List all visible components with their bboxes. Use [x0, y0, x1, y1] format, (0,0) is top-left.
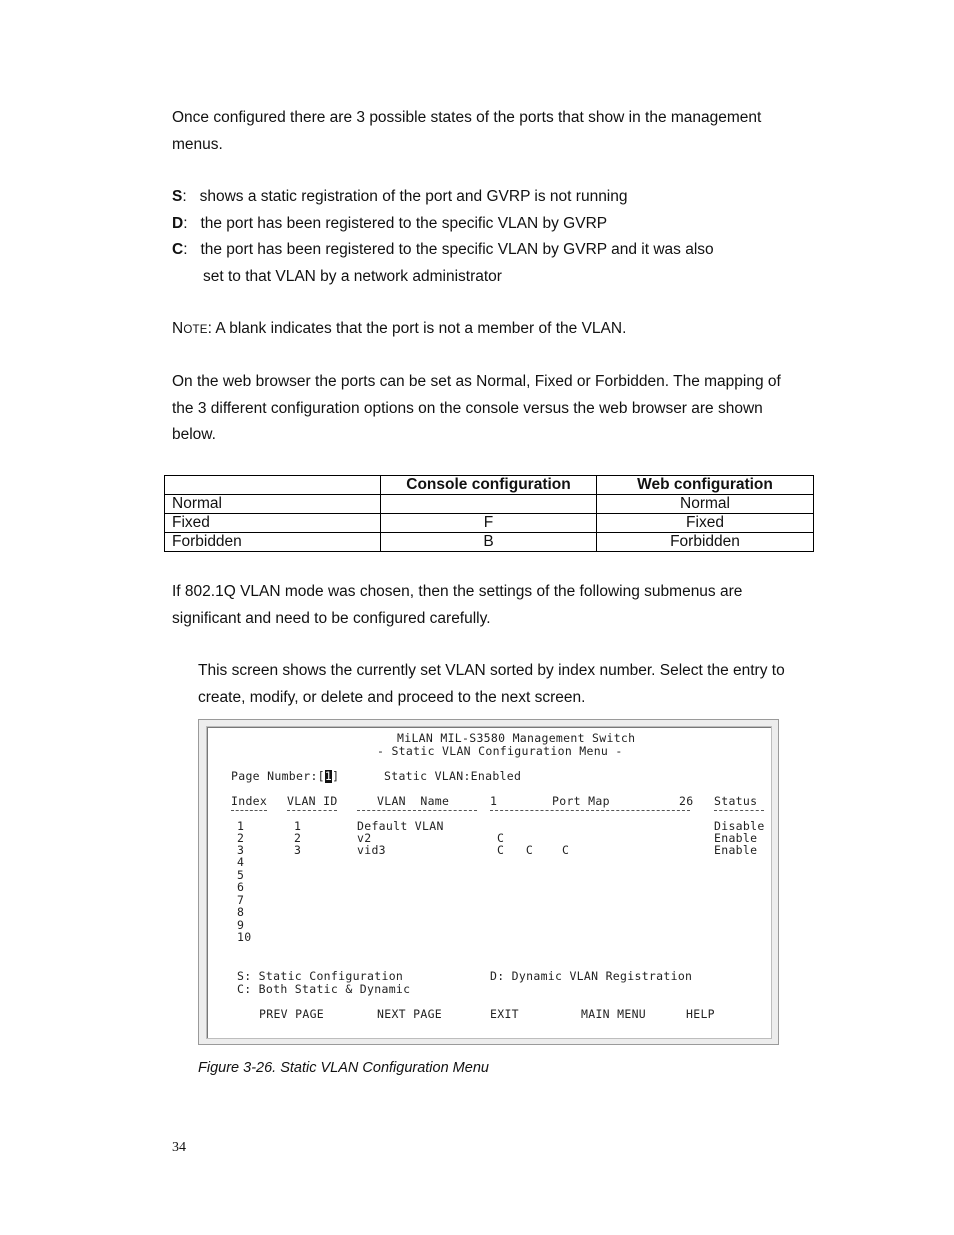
- header-underline: [490, 810, 690, 811]
- table-cell: Fixed: [165, 514, 381, 533]
- header-underline: [714, 810, 764, 811]
- vlan-id: 1: [294, 819, 302, 833]
- state-desc: the port has been registered to the specific VLAN by GVRP and it was also: [200, 241, 714, 258]
- table-header-row: [165, 476, 814, 495]
- state-s: S: shows a static registration of the port and GVRP is not running: [172, 188, 628, 205]
- static-vlan-status: Static VLAN:Enabled: [384, 769, 522, 783]
- mapping-table: [164, 475, 814, 552]
- table-row: [165, 514, 814, 533]
- vlan-port-map: C: [497, 831, 505, 845]
- main-menu-button[interactable]: MAIN MENU: [581, 1007, 647, 1021]
- col-header-port-map: Port Map: [552, 794, 610, 808]
- vlan-index[interactable]: 2: [237, 831, 245, 845]
- vlan-status: Enable: [714, 831, 758, 845]
- state-key: S: [172, 188, 183, 205]
- state-desc: the port has been registered to the specific VLAN by GVRP: [200, 215, 608, 232]
- header-underline: [231, 810, 267, 811]
- state-d: D: the port has been registered to the specific VLAN by GVRP: [172, 215, 608, 232]
- vlan-index[interactable]: 4: [237, 855, 245, 869]
- header-underline: [357, 810, 477, 811]
- legend-dynamic: D: Dynamic VLAN Registration: [490, 969, 693, 983]
- state-key: D: [172, 215, 184, 232]
- vlan-index[interactable]: 6: [237, 880, 245, 894]
- col-header-port-start: 1: [490, 794, 498, 808]
- console-title: MiLAN MIL-S3580 Management Switch: [397, 731, 636, 745]
- figure-caption: Figure 3-26. Static VLAN Configuration Menu: [198, 1060, 489, 1076]
- console-screenshot: [198, 719, 779, 1045]
- table-cell: [381, 495, 597, 514]
- vlan-index[interactable]: 8: [237, 905, 245, 919]
- vlan-index[interactable]: 10: [237, 930, 252, 944]
- col-header-status: Status: [714, 794, 758, 808]
- exit-button[interactable]: EXIT: [490, 1007, 519, 1021]
- console-subtitle: - Static VLAN Configuration Menu -: [377, 744, 623, 758]
- table-header: [165, 476, 381, 495]
- table-row: [165, 533, 814, 552]
- vlan-port-map: C C C: [497, 843, 570, 857]
- state-c: C: the port has been registered to the specific VLAN by GVRP and it was also: [172, 241, 714, 258]
- state-c-continued: [203, 264, 502, 291]
- vlan-status: Enable: [714, 843, 758, 857]
- col-header-index: Index: [231, 794, 268, 808]
- table-header: Web configuration: [597, 476, 814, 495]
- table-cell: F: [381, 514, 597, 533]
- note-text: : A blank indicates that the port is not a member of the VLAN.: [207, 320, 627, 337]
- table-cell: Forbidden: [597, 533, 814, 552]
- intro-paragraph: Once configured there are 3 possible states of the ports that show in the management menus.: [172, 109, 762, 153]
- note-label: NOTE: [172, 320, 208, 337]
- vlan-index[interactable]: 3: [237, 843, 245, 857]
- vlan-index[interactable]: 9: [237, 918, 245, 932]
- legend-both: C: Both Static & Dynamic: [237, 982, 411, 996]
- col-header-port-end: 26: [679, 794, 694, 808]
- table-header: Console configuration: [381, 476, 597, 495]
- state-desc: shows a static registration of the port and GVRP is not running: [199, 188, 628, 205]
- vlan-id: 2: [294, 831, 302, 845]
- dot1q-paragraph: If 802.1Q VLAN mode was chosen, then the settings of the following submenus are significant and need to be configured carefully.: [172, 583, 743, 627]
- table-cell: Normal: [597, 495, 814, 514]
- vlan-name: v2: [357, 831, 372, 845]
- vlan-name: Default VLAN: [357, 819, 444, 833]
- header-underline: [287, 810, 337, 811]
- note: [172, 316, 626, 344]
- state-desc: set to that VLAN by a network administrator: [203, 268, 502, 285]
- vlan-index[interactable]: 5: [237, 868, 245, 882]
- help-button[interactable]: HELP: [686, 1007, 715, 1021]
- console-screen: [206, 726, 772, 1039]
- col-header-vlan-name: VLAN Name: [377, 794, 450, 808]
- vlan-index[interactable]: 7: [237, 893, 245, 907]
- table-cell: B: [381, 533, 597, 552]
- col-header-vlan-id: VLAN ID: [287, 794, 338, 808]
- next-page-button[interactable]: NEXT PAGE: [377, 1007, 443, 1021]
- table-cell: Fixed: [597, 514, 814, 533]
- screen-paragraph: This screen shows the currently set VLAN sorted by index number. Select the entry to create, modify, or delete and proceed to the next screen.: [198, 662, 785, 706]
- page-number-field[interactable]: Page Number:[1]: [231, 769, 340, 783]
- legend-static: S: Static Configuration: [237, 969, 404, 983]
- page-number-input[interactable]: 1: [324, 769, 333, 783]
- vlan-id: 3: [294, 843, 302, 857]
- table-cell: Forbidden: [165, 533, 381, 552]
- vlan-index[interactable]: 1: [237, 819, 245, 833]
- table-cell: Normal: [165, 495, 381, 514]
- page-number: 34: [172, 1140, 186, 1155]
- state-key: C: [172, 241, 184, 258]
- table-row: [165, 495, 814, 514]
- mapping-paragraph: On the web browser the ports can be set as Normal, Fixed or Forbidden. The mapping of the 3 different configuration options on the console versus the web browser are shown below.: [172, 373, 781, 443]
- prev-page-button[interactable]: PREV PAGE: [259, 1007, 325, 1021]
- vlan-status: Disable: [714, 819, 765, 833]
- vlan-name: vid3: [357, 843, 386, 857]
